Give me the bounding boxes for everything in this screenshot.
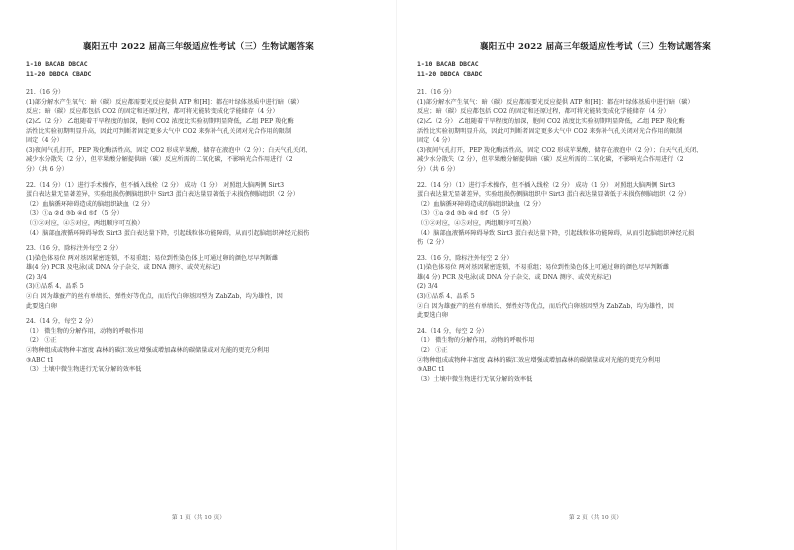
answer-line: 固定（4 分） (26, 137, 63, 145)
answer-line: （1） 微生物的分解作用，动物的呼吸作用 (26, 327, 144, 335)
answer-line: 减少水分散失（2 分），但苹果酸分解提供暗（碳）反应所需的二氧化碳，不影响光合作用进行（2 (26, 156, 293, 164)
answer-line: 雄(4 分) PCR 及电泳(或 DNA 分子杂交、或 DNA 测序、或荧光标记) (26, 264, 221, 272)
answer-line: 固定（4 分） (417, 137, 454, 145)
answer-line: (1)部分解水产生氧气：暗（碳）反应都需要光反应提供 ATP 和[H]：都在叶绿体基质中进行暗（碳） (417, 98, 694, 106)
answer-line: （3）①a ②d ③b ④d ⑤f （5 分） (417, 210, 514, 218)
answer-line: ②物种组成或物种丰富度 森林的碳汇效应增强或增加森林的碳储量或对光能的更充分利用 (417, 356, 661, 364)
answer-line: (3)①品系 4、品系 5 (26, 283, 84, 291)
answer-line: （3）土壤中微生物进行无氧分解的效率低 (417, 375, 533, 383)
answer-line: （2） ①正 (26, 337, 57, 345)
answer-line: 23.（16 分，除标注外每空 2 分） (26, 245, 122, 253)
choice-answer-row: 1-10 BACAB DBCAC (26, 60, 88, 68)
answer-line: ②物种组成或物种丰富度 森林的碳汇效应增强或增加森林的碳储量或对光能的更充分利用 (26, 347, 270, 355)
page-title: 襄阳五中 2022 届高三年级适应性考试（三）生物试题答案 (83, 42, 314, 52)
choice-answer-row: 1-10 BACAB DBCAC (417, 60, 479, 68)
answer-line: ②白 因为雄蚕产的丝有单绩长、弹性好等优点，而后代白卵基因型为 ZabZab，均为雄性，因 (26, 293, 283, 301)
answer-line: ②白 因为雄蚕产的丝有单绩长、弹性好等优点，而后代白卵基因型为 ZabZab，均为雄性，因 (417, 302, 674, 310)
answer-line: 蛋白表达量无显著差异，实验组损伤侧脑组织中 Sirt3 蛋白表达量显著低于未损伤侧脑组织（2 分） (417, 191, 690, 199)
answer-line: （2）血脑循环障碍造成的脑组织缺血（2 分） (417, 200, 545, 208)
answer-line: 24.（14 分，每空 2 分） (26, 318, 97, 326)
choice-answer-row: 11-20 DBDCA CBADC (26, 69, 92, 78)
answer-line: 蛋白表达量无显著差异，实验组损伤侧脑组织中 Sirt3 蛋白表达量显著低于未损伤侧脑组织（2 分） (26, 191, 299, 199)
answer-line: 23.（16 分，除标注外每空 2 分） (417, 254, 513, 262)
page-title: 襄阳五中 2022 届高三年级适应性考试（三）生物试题答案 (480, 42, 711, 52)
answer-line: （①②对应，④⑤对应，两组顺序可互换） (26, 219, 144, 227)
answer-line: （1） 微生物的分解作用，动物的呼吸作用 (417, 337, 535, 345)
answer-line: (1)染色体易位 两对基因紧密连锁，不易重组；易位到性染色体上可通过卵的颜色尽早判断雌 (417, 264, 670, 272)
answer-line: 减少水分散失（2 分），但苹果酸分解提供暗（碳）反应所需的二氧化碳，不影响光合作用进行（2 (417, 156, 684, 164)
answer-line: （2） ①正 (417, 347, 448, 355)
answer-line: (3)夜间气孔打开，PEP 羧化酶活性高，固定 CO2 形成苹果酸，储存在液泡中（2 分）；白天气孔关闭、 (26, 146, 312, 154)
answer-line: (1)染色体易位 两对基因紧密连锁，不易重组；易位到性染色体上可通过卵的颜色尽早判断雌 (26, 254, 279, 262)
answer-line: （4）脑部血液循环障碍导致 Sirt3 蛋白表达量下降，引起线粒体功能障碍，从而引起脑组织神经元损伤 (26, 229, 310, 237)
answer-line: 此要选白卵 (417, 312, 448, 320)
answer-line: (3)夜间气孔打开，PEP 羧化酶活性高，固定 CO2 形成苹果酸，储存在液泡中（2 分）；白天气孔关闭、 (417, 146, 703, 154)
answer-line: (2)乙（2 分） 乙组随着干旱程度的加深，胞间 CO2 浓度比实验初期明显降低，乙组 PEP 羧化酶 (417, 117, 685, 125)
answer-line: (2) 3/4 (417, 283, 438, 291)
answer-line: 活性比实验初期明显升高，因此可判断者固定更多大气中 CO2 来弥补气孔关闭对光合作用的限制 (417, 127, 683, 135)
answer-line: 22.（14 分）（1）进行手术操作，但不插入线栓（2 分） 成功（1 分） 对照组大脑两侧 Sirt3 (417, 181, 676, 189)
answer-line: 伤（2 分） (417, 239, 448, 247)
answer-line: （2）血脑循环障碍造成的脑组织缺血（2 分） (26, 200, 154, 208)
answer-line: （①②对应，④⑤对应，两组顺序可互换） (417, 219, 535, 227)
answer-line: 反应；暗（碳）反应都包括 CO2 的固定和还原过程，都可将光能转变成化学能储存（4 分） (417, 108, 670, 116)
answer-line: 24.（14 分，每空 2 分） (417, 327, 488, 335)
answer-line: (1)部分解水产生氧气：暗（碳）反应都需要光反应提供 ATP 和[H]：都在叶绿体基质中进行暗（碳） (26, 98, 303, 106)
answer-line: ③ABC t1 (26, 356, 54, 364)
answer-line: (2) 3/4 (26, 273, 47, 281)
answer-line: 雄(4 分) PCR 及电泳(或 DNA 分子杂交、或 DNA 测序、或荧光标记) (417, 273, 612, 281)
answer-content (26, 60, 379, 375)
answer-line: 此要选白卵 (26, 302, 57, 310)
answer-line: （3）①a ②d ③b ④d ⑤f （5 分） (26, 210, 123, 218)
answer-line: 活性比实验初期明显升高，因此可判断者固定更多大气中 CO2 来弥补气孔关闭对光合作用的限制 (26, 127, 292, 135)
answer-page-2 (397, 0, 794, 550)
page-footer: 第 1 页（共 10 页） (171, 515, 226, 521)
answer-line: (2)乙（2 分） 乙组随着干旱程度的加深，胞间 CO2 浓度比实验初期明显降低，乙组 PEP 羧化酶 (26, 117, 294, 125)
answer-line: ③ABC t1 (417, 366, 445, 374)
choice-answer-row: 11-20 DBDCA CBADC (417, 69, 483, 78)
answer-line: (3)①品系 4、品系 5 (417, 293, 475, 301)
answer-line: （4）脑部血液循环障碍导致 Sirt3 蛋白表达量下降，引起线粒体功能障碍，从而引起脑组织神经元损 (417, 229, 695, 237)
answer-content (417, 60, 772, 384)
answer-line: 分）（共 6 分） (417, 165, 459, 173)
answer-line: 21.（16 分） (417, 89, 456, 97)
answer-line: 反应；暗（碳）反应都包括 CO2 的固定和还原过程，都可将光能转变成化学能储存（4 分） (26, 108, 279, 116)
page-footer: 第 2 页（共 10 页） (568, 515, 623, 521)
answer-line: （3）土壤中微生物进行无氧分解的效率低 (26, 366, 142, 374)
answer-line: 21.（16 分） (26, 89, 65, 97)
answer-line: 22.（14 分）（1）进行手术操作，但不插入线栓（2 分） 成功（1 分） 对照组大脑两侧 Sirt3 (26, 181, 285, 189)
answer-line: 分）（共 6 分） (26, 165, 68, 173)
